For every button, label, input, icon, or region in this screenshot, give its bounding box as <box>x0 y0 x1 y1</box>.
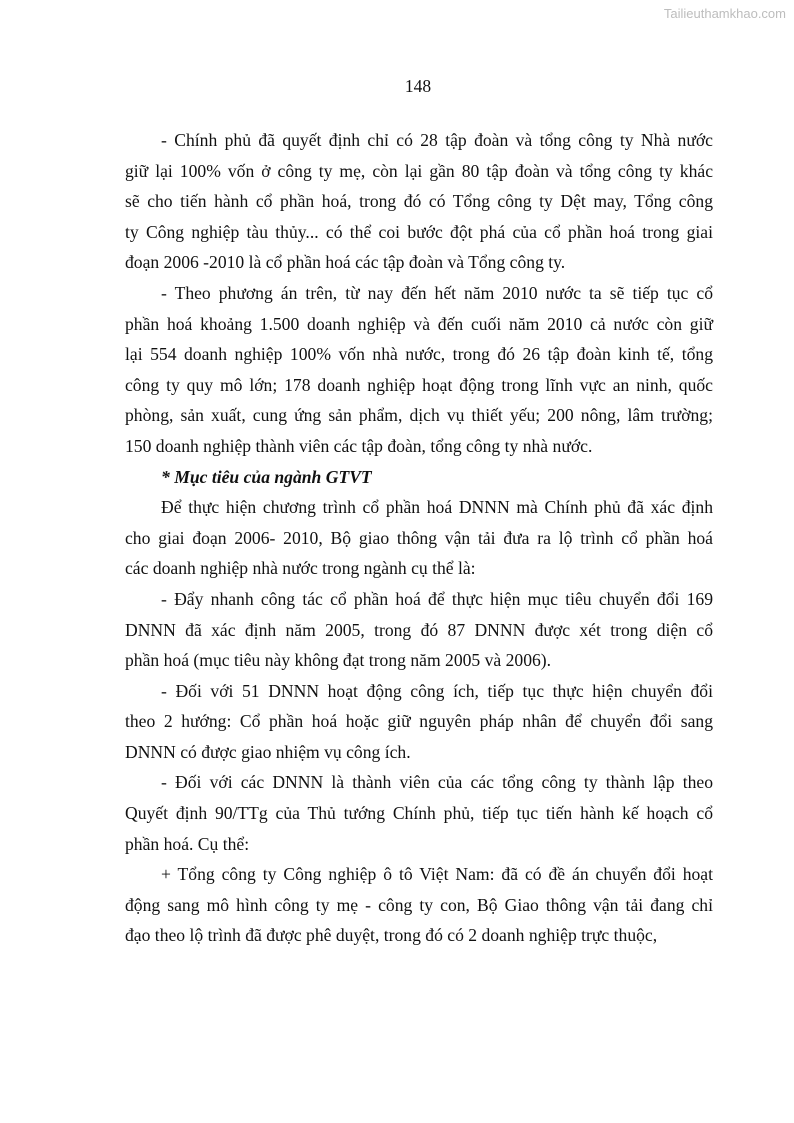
text-line: - Theo phương án trên, từ nay đến hết năm 2010 nước ta sẽ tiếp tục cổ <box>161 282 713 303</box>
paragraph <box>125 125 713 278</box>
document-body <box>125 125 713 951</box>
text-line: phòng, sản xuất, cung ứng sản phẩm, dịch vụ thiết yếu; 200 nông, lâm trường; <box>125 405 713 426</box>
paragraph <box>125 278 713 462</box>
text-line: công ty quy mô lớn; 178 doanh nghiệp hoạt động trong lĩnh vực an ninh, quốc <box>125 374 713 395</box>
text-line: sẽ cho tiến hành cổ phần hoá, trong đó có Tổng công ty Dệt may, Tổng công <box>125 191 713 212</box>
text-line: phần hoá khoảng 1.500 doanh nghiệp và đến cuối năm 2010 cả nước còn giữ <box>125 313 713 334</box>
paragraph <box>125 584 713 676</box>
text-line: DNNN đã xác định năm 2005, trong đó 87 DNNN được xét trong diện cổ <box>125 619 713 640</box>
text-line: + Tổng công ty Công nghiệp ô tô Việt Nam: đã có đề án chuyển đổi hoạt <box>161 864 713 885</box>
text-line: - Đối với các DNNN là thành viên của các tổng công ty thành lập theo <box>161 772 713 793</box>
text-line: - Đẩy nhanh công tác cổ phần hoá để thực hiện mục tiêu chuyển đổi 169 <box>161 588 713 609</box>
text-line: đạo theo lộ trình đã được phê duyệt, trong đó có 2 doanh nghiệp trực thuộc, <box>125 925 658 946</box>
text-line: - Chính phủ đã quyết định chỉ có 28 tập đoàn và tổng công ty Nhà nước <box>161 130 713 150</box>
section-heading <box>125 462 713 493</box>
page-number: 148 <box>404 76 432 96</box>
text-line: lại 554 doanh nghiệp 100% vốn nhà nước, trong đó 26 tập đoàn kinh tế, tổng <box>125 344 713 365</box>
paragraph <box>125 676 713 768</box>
text-line: đoạn 2006 -2010 là cổ phần hoá các tập đoàn và Tổng công ty. <box>125 252 566 273</box>
text-line: - Đối với 51 DNNN hoạt động công ích, tiếp tục thực hiện chuyển đổi <box>161 680 713 701</box>
text-line: phần hoá (mục tiêu này không đạt trong năm 2005 và 2006). <box>125 650 552 671</box>
text-line: Quyết định 90/TTg của Thủ tướng Chính phủ, tiếp tục tiến hành kế hoạch cổ <box>125 803 713 824</box>
paragraph <box>125 492 713 584</box>
paragraph <box>125 767 713 859</box>
text-line: giữ lại 100% vốn ở công ty mẹ, còn lại gần 80 tập đoàn và tổng công ty khác <box>125 160 713 181</box>
text-line: ty Công nghiệp tàu thủy... có thể coi bước đột phá của cổ phần hoá trong giai <box>125 221 713 242</box>
text-line: các doanh nghiệp nhà nước trong ngành cụ thể là: <box>125 558 476 579</box>
text-line: theo 2 hướng: Cổ phần hoá hoặc giữ nguyên pháp nhân để chuyển đổi sang <box>125 711 713 732</box>
watermark: Tailieuthamkhao.com <box>663 6 786 21</box>
text-line: Để thực hiện chương trình cổ phần hoá DNNN mà Chính phủ đã xác định <box>161 497 713 518</box>
paragraph <box>125 859 713 951</box>
text-line: DNNN có được giao nhiệm vụ công ích. <box>125 741 411 762</box>
text-line: cho giai đoạn 2006- 2010, Bộ giao thông vận tải đưa ra lộ trình cổ phần hoá <box>125 527 713 548</box>
text-line: 150 doanh nghiệp thành viên các tập đoàn, tổng công ty nhà nước. <box>125 435 593 456</box>
text-line: phần hoá. Cụ thể: <box>125 833 250 854</box>
text-line: * Mục tiêu của ngành GTVT <box>161 466 372 487</box>
text-line: động sang mô hình công ty mẹ - công ty con, Bộ Giao thông vận tải đang chỉ <box>125 894 713 915</box>
